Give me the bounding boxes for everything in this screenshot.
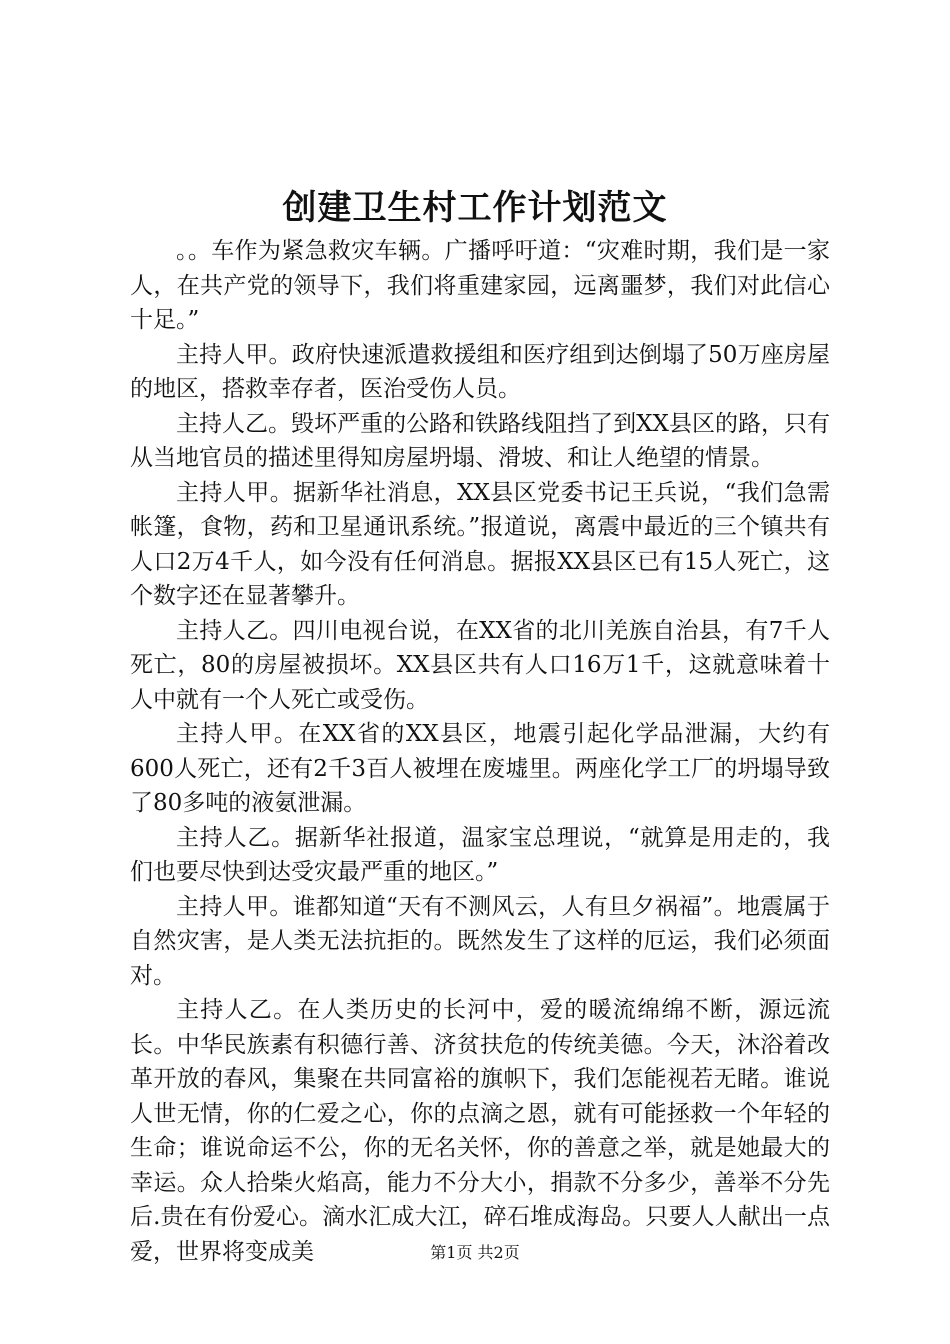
document-title: 创建卫生村工作计划范文	[282, 188, 668, 228]
paragraph: 主持人乙。据新华社报道，温家宝总理说，“就算是用走的，我们也要尽快到达受灾最严重的地区。”	[130, 824, 830, 885]
paragraph: 。。车作为紧急救灾车辆。广播呼吁道：“灾难时期，我们是一家人，在共产党的领导下，我们将重建家园，远离噩梦，我们对此信心十足。”	[130, 238, 830, 333]
paragraph: 主持人乙。在人类历史的长河中，爱的暖流绵绵不断，源远流长。中华民族素有积德行善、济贫扶危的传统美德。今天，沐浴着改革开放的春风，集聚在共同富裕的旗帜下，我们怎能视若无睹。谁说人世无情，你的仁爱之心，你的点滴之恩，就有可能拯救一个年轻的生命；谁说命运不公，你的无名关怀，你的善意之举，就是她最大的幸运。众人拾柴火焰高，能力不分大小，捐款不分多少，善举不分先后.贵在有份爱心。滴水汇成大江，碎石堆成海岛。只要人人献出一点爱，世界将变成美	[130, 997, 830, 1265]
page-footer: 第1页 共2页	[430, 1243, 520, 1262]
paragraph: 主持人乙。毁坏严重的公路和铁路线阻挡了到XX县区的路，只有从当地官员的描述里得知房屋坍塌、滑坡、和让人绝望的情景。	[130, 410, 830, 471]
paragraph: 主持人乙。四川电视台说，在XX省的北川羌族自治县，有7千人死亡，80的房屋被损坏。XX县区共有人口16万1千，这就意味着十人中就有一个人死亡或受伤。	[130, 617, 830, 713]
paragraph: 主持人甲。政府快速派遣救援组和医疗组到达倒塌了50万座房屋的地区，搭救幸存者，医治受伤人员。	[130, 341, 830, 402]
document-body	[130, 234, 830, 1269]
paragraph: 主持人甲。据新华社消息，XX县区党委书记王兵说，“我们急需帐篷，食物，药和卫星通讯系统。”报道说，离震中最近的三个镇共有人口2万4千人，如今没有任何消息。据报XX县区已有15人死亡，这个数字还在显著攀升。	[130, 479, 830, 609]
paragraph: 主持人甲。谁都知道“天有不测风云，人有旦夕祸福”。地震属于自然灾害，是人类无法抗拒的。既然发生了这样的厄运，我们必须面对。	[130, 893, 830, 989]
paragraph: 主持人甲。在XX省的XX县区，地震引起化学品泄漏，大约有600人死亡，还有2千3百人被埋在废墟里。两座化学工厂的坍塌导致了80多吨的液氨泄漏。	[130, 721, 830, 816]
